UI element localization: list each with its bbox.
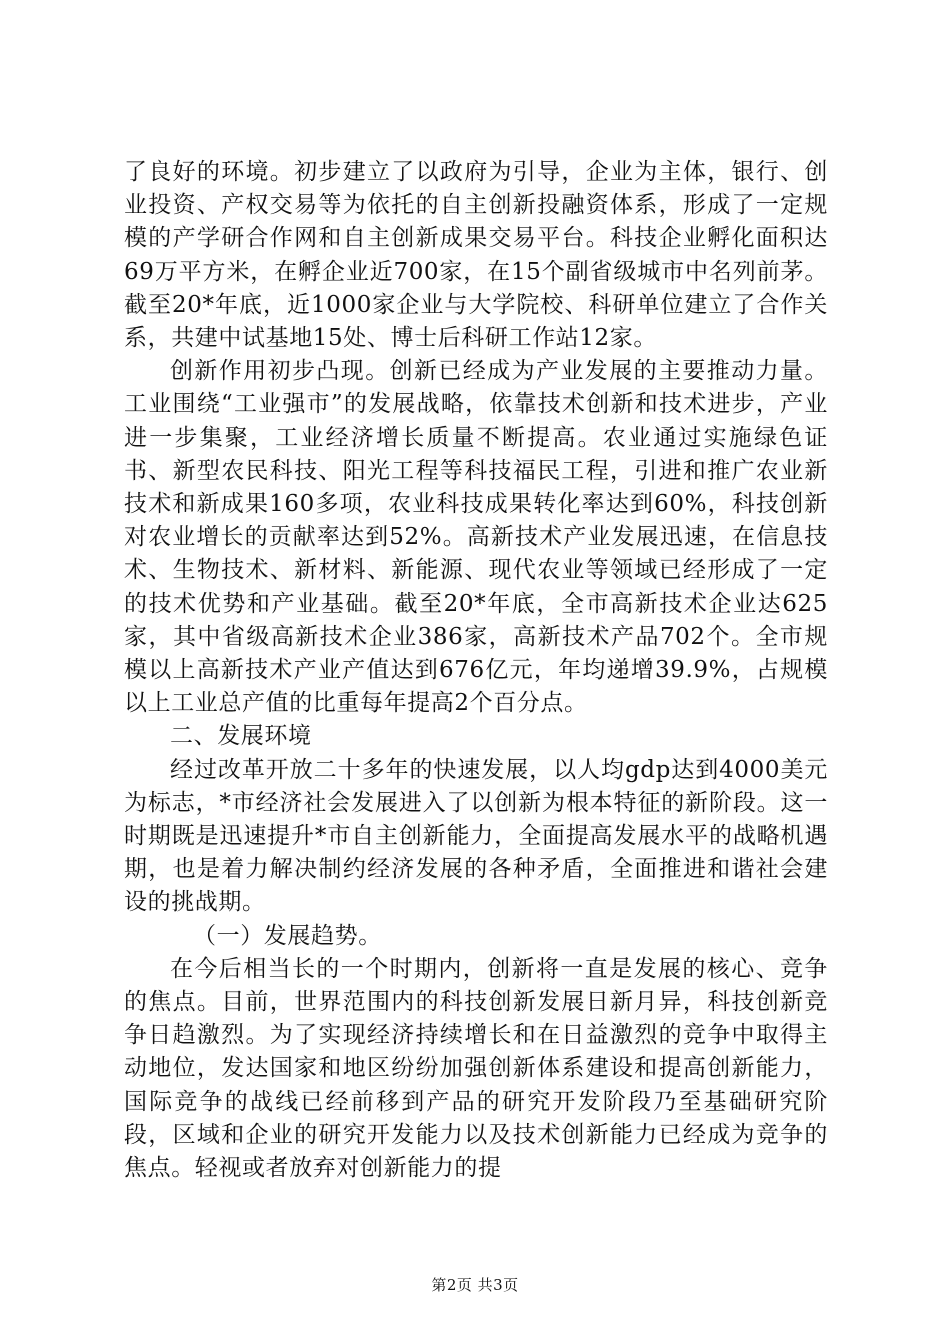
section-heading-development-environment: 二、发展环境 xyxy=(170,723,312,750)
subheading-development-trend: （一）发展趋势。 xyxy=(193,922,382,949)
page-footer: 第2页 共3页 xyxy=(431,1276,519,1294)
paragraph-environment-continued: 了良好的环境。初步建立了以政府为引导，企业为主体，银行、创业投资、产权交易等为依托的自主创新投融资体系，形成了一定规模的产学研合作网和自主创新成果交易平台。科技企业孵化面积达69万平方米，在孵企业近700家，在15个副省级城市中名列前茅。截至20*年底，近1000家企业与大学院校、科研单位建立了合作关系，共建中试基地15处、博士后科研工作站12家。 xyxy=(124,159,828,352)
paragraph-innovation-trend: 在今后相当长的一个时期内，创新将一直是发展的核心、竞争的焦点。目前，世界范围内的科技创新发展日新月异，科技创新竞争日趋激烈。为了实现经济持续增长和在日益激烈的竞争中取得主动地位，发达国家和地区纷纷加强创新体系建设和提高创新能力，国际竞争的战线已经前移到产品的研究开发阶段乃至基础研究阶段，区域和企业的研究开发能力以及技术创新能力已经成为竞争的焦点。轻视或者放弃对创新能力的提 xyxy=(124,955,828,1182)
paragraph-innovation-role: 创新作用初步凸现。创新已经成为产业发展的主要推动力量。工业围绕“工业强市”的发展战略，依靠技术创新和技术进步，产业进一步集聚，工业经济增长质量不断提高。农业通过实施绿色证书、新型农民科技、阳光工程等科技福民工程，引进和推广农业新技术和新成果160多项，农业科技成果转化率达到60%，科技创新对农业增长的贡献率达到52%。高新技术产业发展迅速，在信息技术、生物技术、新材料、新能源、现代农业等领域已经形成了一定的技术优势和产业基础。截至20*年底，全市高新技术企业达625家，其中省级高新技术企业386家，高新技术产品702个。全市规模以上高新技术产业产值达到676亿元，年均递增39.9%，占规模以上工业总产值的比重每年提高2个百分点。 xyxy=(124,358,828,717)
document-body xyxy=(124,156,828,1185)
paragraph-reform-overview: 经过改革开放二十多年的快速发展，以人均gdp达到4000美元为标志，*市经济社会发展进入了以创新为根本特征的新阶段。这一时期既是迅速提升*市自主创新能力，全面提高发展水平的战略机遇期，也是着力解决制约经济发展的各种矛盾，全面推进和谐社会建设的挑战期。 xyxy=(124,756,828,916)
